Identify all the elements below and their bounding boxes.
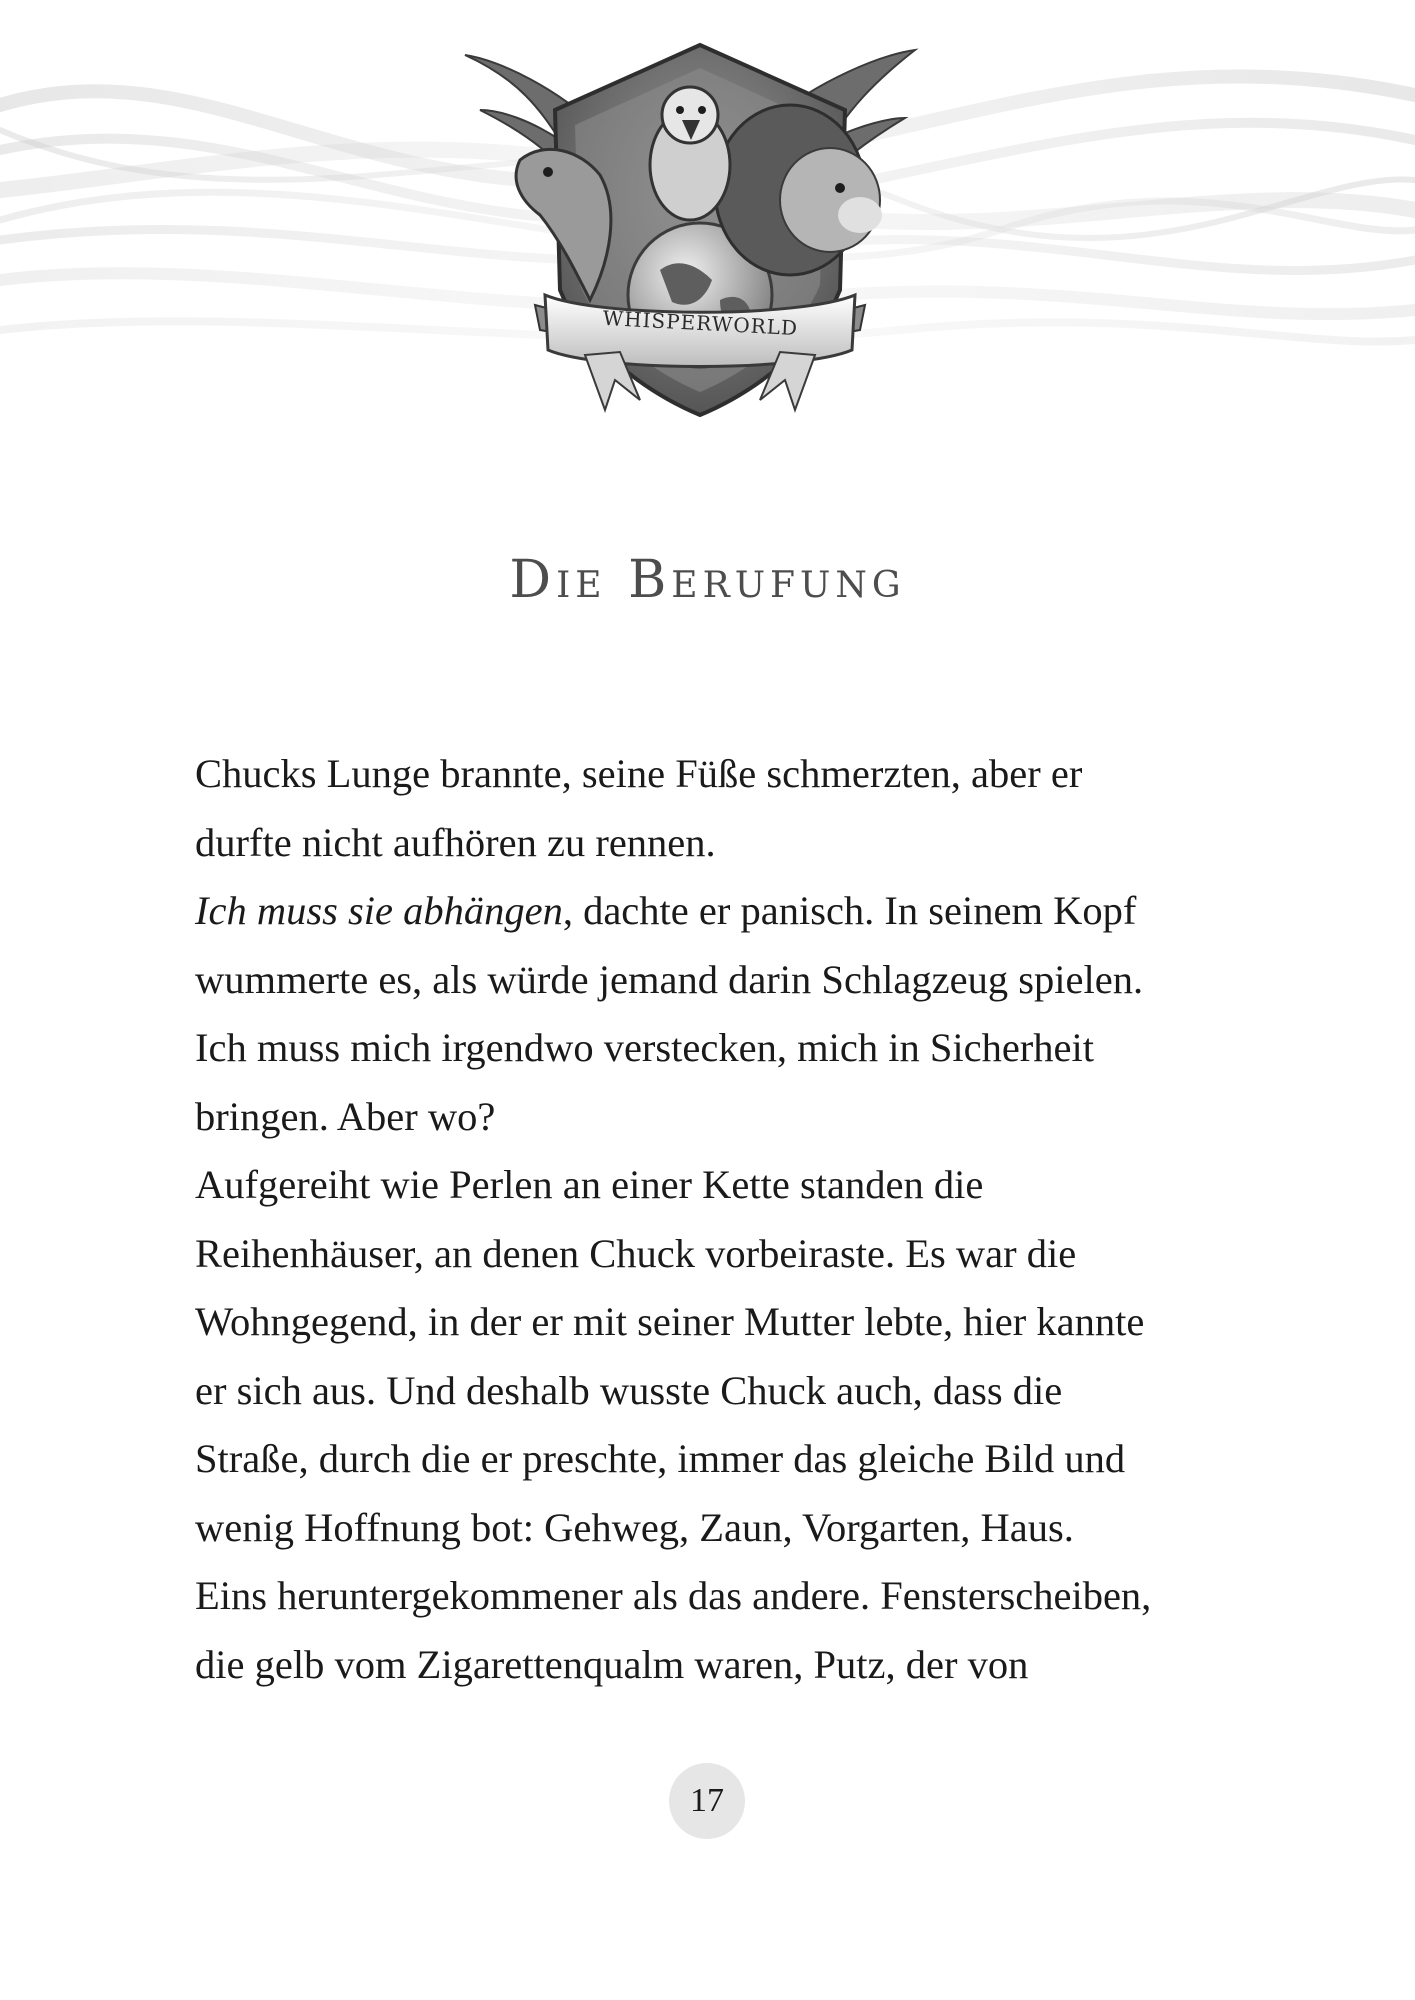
page-number: 17	[669, 1763, 745, 1839]
italic-thought: Ich muss sie abhängen	[195, 888, 563, 933]
text-line: er sich aus. Und deshalb wusste Chuck auch, dass die	[195, 1367, 1063, 1413]
header-illustration	[0, 0, 1415, 460]
text-line: wenig Hoffnung bot: Gehweg, Zaun, Vorgarten, Haus.	[195, 1504, 1074, 1550]
crest-banner-text: WHISPERWORLD	[602, 305, 799, 341]
text-line: Straße, durch die er preschte, immer das gleiche Bild und	[195, 1436, 1126, 1481]
text-line: wummerte es, als würde jemand darin Schlagzeug spielen.	[195, 956, 1144, 1002]
text-line: die gelb vom Zigarettenqualm waren, Putz, der von	[195, 1641, 1029, 1687]
text-line: Wohngegend, in der er mit seiner Mutter lebte, hier kannte	[195, 1299, 1145, 1344]
chapter-title: Die Berufung	[509, 549, 906, 610]
text-line: Ich muss mich irgendwo verstecken, mich in Sicherheit	[195, 1025, 1095, 1070]
text-line: Eins heruntergekommener als das andere. Fensterscheiben,	[195, 1573, 1152, 1618]
text-line: Aufgereiht wie Perlen an einer Kette standen die	[195, 1162, 984, 1207]
text-line	[195, 877, 1235, 946]
text-line: Reihenhäuser, an denen Chuck vorbeiraste. Es war die	[195, 1230, 1077, 1276]
text-line: Chucks Lunge brannte, seine Füße schmerzten, aber er	[195, 751, 1083, 796]
text-line-rest: , dachte er panisch. In seinem Kopf	[562, 888, 1137, 933]
text-line: durfte nicht aufhören zu rennen.	[195, 819, 716, 865]
chapter-body	[195, 740, 1235, 1699]
text-line: bringen. Aber wo?	[195, 1093, 496, 1139]
